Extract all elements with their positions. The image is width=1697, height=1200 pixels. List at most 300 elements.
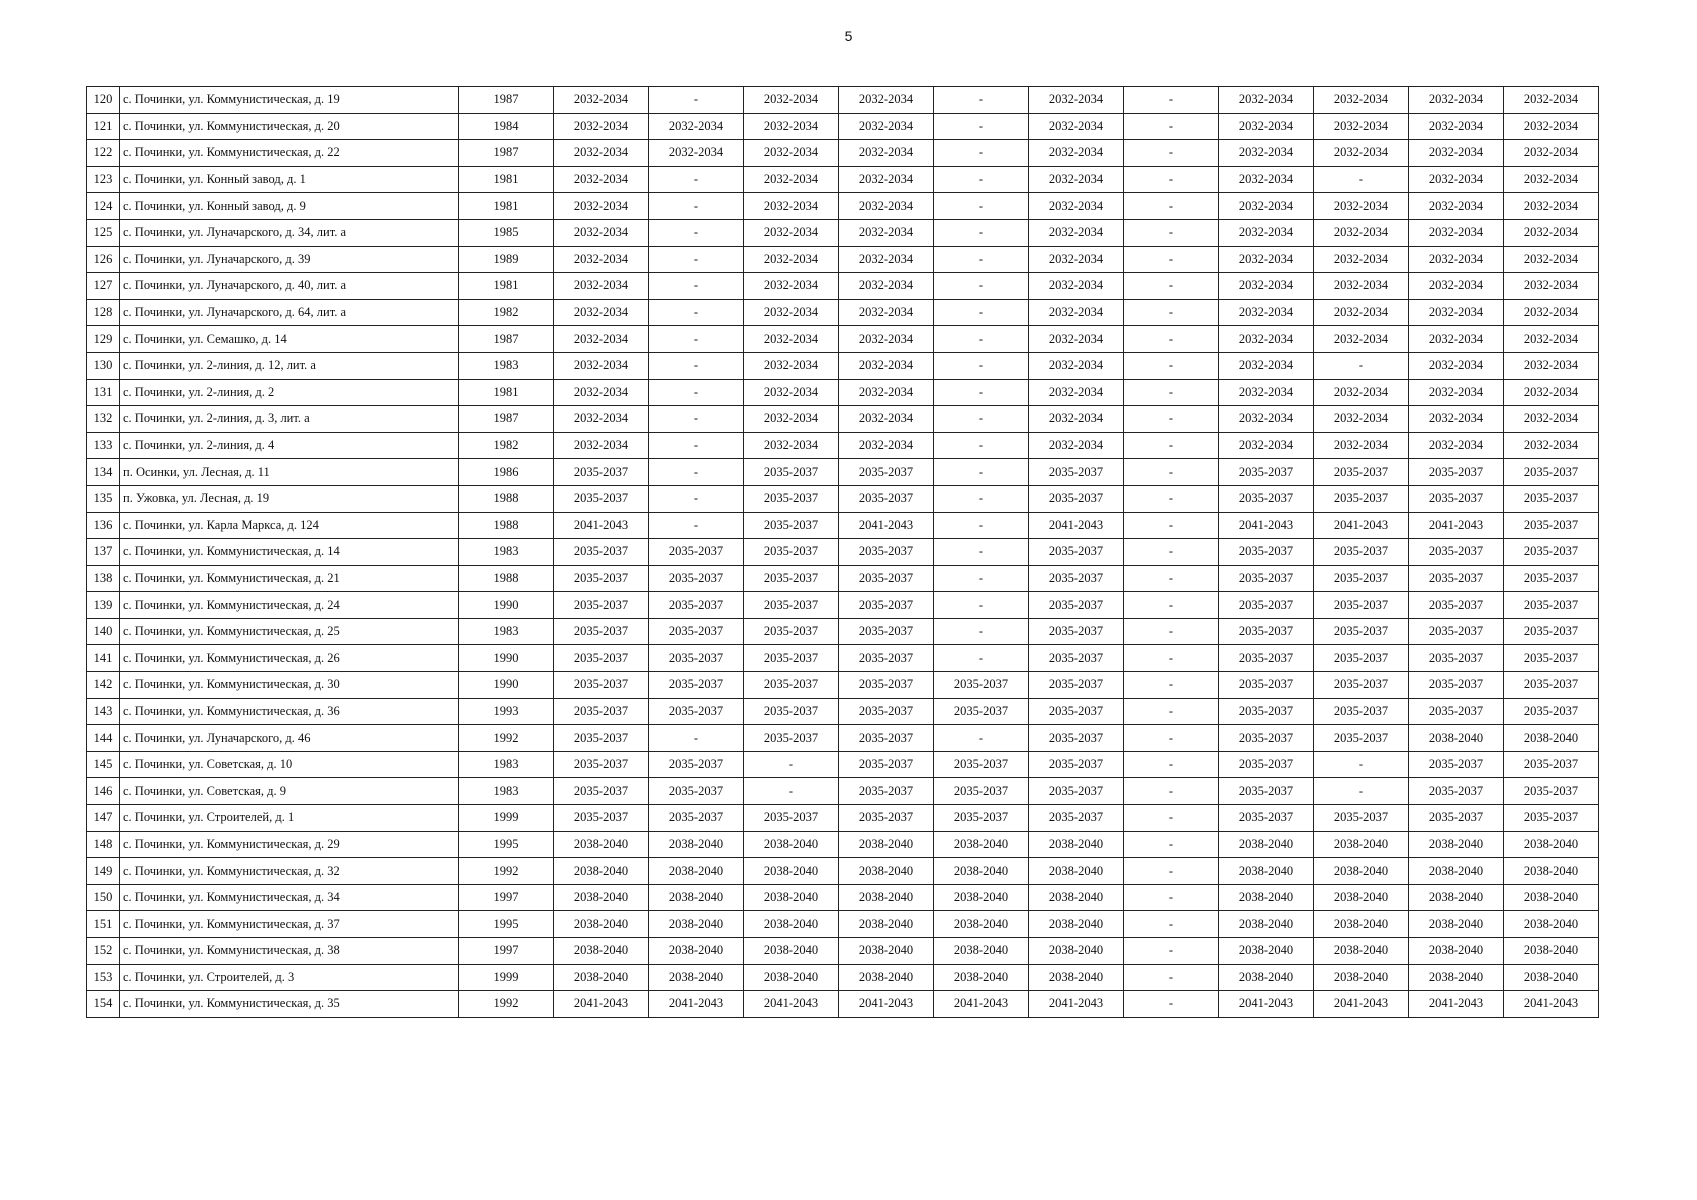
period-cell: 2032-2034 (1504, 352, 1599, 379)
period-cell: - (744, 778, 839, 805)
table-row (87, 379, 1599, 406)
period-cell: 2038-2040 (1504, 884, 1599, 911)
year-built-cell: 1997 (459, 938, 554, 965)
period-cell: - (649, 459, 744, 486)
period-cell: 2032-2034 (744, 246, 839, 273)
address-cell: с. Починки, ул. Конный завод, д. 9 (120, 193, 459, 220)
period-cell: 2038-2040 (554, 831, 649, 858)
address-cell: с. Починки, ул. Коммунистическая, д. 35 (120, 991, 459, 1018)
period-cell: - (1124, 113, 1219, 140)
period-cell: 2032-2034 (1504, 326, 1599, 353)
period-cell: - (934, 299, 1029, 326)
period-cell: 2035-2037 (1409, 592, 1504, 619)
period-cell: - (934, 166, 1029, 193)
period-cell: 2035-2037 (1029, 618, 1124, 645)
period-cell: 2041-2043 (554, 512, 649, 539)
period-cell: 2038-2040 (1219, 858, 1314, 885)
period-cell: 2038-2040 (554, 884, 649, 911)
period-cell: 2038-2040 (1409, 884, 1504, 911)
period-cell: 2032-2034 (839, 87, 934, 114)
period-cell: 2032-2034 (1409, 166, 1504, 193)
year-built-cell: 1981 (459, 166, 554, 193)
period-cell: 2038-2040 (1314, 858, 1409, 885)
period-cell: 2032-2034 (554, 379, 649, 406)
period-cell: - (934, 140, 1029, 167)
table-row (87, 326, 1599, 353)
period-cell: 2035-2037 (1409, 645, 1504, 672)
period-cell: 2035-2037 (554, 459, 649, 486)
period-cell: 2032-2034 (1029, 219, 1124, 246)
period-cell: 2041-2043 (1219, 512, 1314, 539)
address-cell: с. Починки, ул. Семашко, д. 14 (120, 326, 459, 353)
table-row (87, 884, 1599, 911)
period-cell: 2032-2034 (839, 273, 934, 300)
period-cell: 2035-2037 (554, 565, 649, 592)
period-cell: - (1124, 751, 1219, 778)
period-cell: 2035-2037 (839, 565, 934, 592)
period-cell: 2035-2037 (1219, 565, 1314, 592)
period-cell: 2038-2040 (1219, 964, 1314, 991)
period-cell: - (1314, 166, 1409, 193)
period-cell: 2038-2040 (649, 964, 744, 991)
period-cell: 2032-2034 (1504, 87, 1599, 114)
row-number-cell: 143 (87, 698, 120, 725)
table-row (87, 778, 1599, 805)
period-cell: 2035-2037 (1504, 805, 1599, 832)
period-cell: 2038-2040 (649, 831, 744, 858)
period-cell: 2032-2034 (554, 219, 649, 246)
period-cell: 2032-2034 (744, 113, 839, 140)
period-cell: 2032-2034 (1029, 87, 1124, 114)
period-cell: 2035-2037 (649, 592, 744, 619)
period-cell: 2038-2040 (554, 938, 649, 965)
address-cell: с. Починки, ул. Коммунистическая, д. 34 (120, 884, 459, 911)
period-cell: 2032-2034 (554, 273, 649, 300)
period-cell: 2035-2037 (554, 592, 649, 619)
address-cell: п. Осинки, ул. Лесная, д. 11 (120, 459, 459, 486)
period-cell: 2032-2034 (1504, 140, 1599, 167)
period-cell: - (1124, 778, 1219, 805)
period-cell: 2035-2037 (1504, 565, 1599, 592)
year-built-cell: 1985 (459, 219, 554, 246)
period-cell: 2038-2040 (744, 858, 839, 885)
period-cell: 2032-2034 (839, 406, 934, 433)
period-cell: 2041-2043 (1219, 991, 1314, 1018)
period-cell: 2035-2037 (1219, 539, 1314, 566)
period-cell: 2035-2037 (1314, 672, 1409, 699)
address-cell: с. Починки, ул. 2-линия, д. 3, лит. а (120, 406, 459, 433)
period-cell: 2038-2040 (744, 831, 839, 858)
period-cell: 2035-2037 (934, 698, 1029, 725)
period-cell: 2032-2034 (744, 273, 839, 300)
period-cell: 2032-2034 (1219, 352, 1314, 379)
address-cell: с. Починки, ул. Коммунистическая, д. 21 (120, 565, 459, 592)
period-cell: 2032-2034 (1314, 406, 1409, 433)
year-built-cell: 1993 (459, 698, 554, 725)
period-cell: - (934, 539, 1029, 566)
year-built-cell: 1999 (459, 964, 554, 991)
period-cell: 2035-2037 (744, 565, 839, 592)
table-row (87, 406, 1599, 433)
period-cell: 2035-2037 (1409, 698, 1504, 725)
period-cell: 2038-2040 (839, 938, 934, 965)
period-cell: - (934, 193, 1029, 220)
period-cell: 2035-2037 (1219, 698, 1314, 725)
year-built-cell: 1988 (459, 512, 554, 539)
period-cell: - (1124, 991, 1219, 1018)
period-cell: 2032-2034 (1409, 432, 1504, 459)
period-cell: 2032-2034 (649, 140, 744, 167)
period-cell: 2032-2034 (554, 352, 649, 379)
period-cell: 2038-2040 (1504, 858, 1599, 885)
year-built-cell: 1990 (459, 592, 554, 619)
table-row (87, 938, 1599, 965)
period-cell: - (649, 246, 744, 273)
address-cell: с. Починки, ул. Строителей, д. 3 (120, 964, 459, 991)
period-cell: - (1124, 193, 1219, 220)
row-number-cell: 150 (87, 884, 120, 911)
period-cell: 2032-2034 (1219, 140, 1314, 167)
period-cell: 2041-2043 (839, 991, 934, 1018)
year-built-cell: 1990 (459, 645, 554, 672)
row-number-cell: 128 (87, 299, 120, 326)
period-cell: - (1124, 645, 1219, 672)
period-cell: 2032-2034 (1314, 87, 1409, 114)
address-cell: с. Починки, ул. Луначарского, д. 64, лит. а (120, 299, 459, 326)
period-cell: 2038-2040 (554, 911, 649, 938)
period-cell: - (934, 645, 1029, 672)
period-cell: 2035-2037 (839, 778, 934, 805)
row-number-cell: 152 (87, 938, 120, 965)
row-number-cell: 144 (87, 725, 120, 752)
period-cell: 2035-2037 (1314, 459, 1409, 486)
row-number-cell: 137 (87, 539, 120, 566)
period-cell: - (1124, 618, 1219, 645)
period-cell: 2038-2040 (1029, 964, 1124, 991)
period-cell: 2032-2034 (1504, 432, 1599, 459)
year-built-cell: 1987 (459, 326, 554, 353)
period-cell: 2032-2034 (744, 326, 839, 353)
table-row (87, 246, 1599, 273)
period-cell: - (1124, 246, 1219, 273)
period-cell: 2041-2043 (1029, 512, 1124, 539)
period-cell: - (934, 352, 1029, 379)
period-cell: 2035-2037 (1504, 778, 1599, 805)
period-cell: 2035-2037 (554, 539, 649, 566)
table-row (87, 672, 1599, 699)
row-number-cell: 145 (87, 751, 120, 778)
address-cell: с. Починки, ул. 2-линия, д. 4 (120, 432, 459, 459)
period-cell: - (1124, 672, 1219, 699)
period-cell: 2038-2040 (839, 831, 934, 858)
period-cell: 2032-2034 (1504, 166, 1599, 193)
period-cell: 2032-2034 (839, 326, 934, 353)
table-row (87, 219, 1599, 246)
period-cell: - (649, 87, 744, 114)
period-cell: 2038-2040 (839, 858, 934, 885)
period-cell: 2038-2040 (744, 911, 839, 938)
period-cell: 2035-2037 (744, 618, 839, 645)
address-cell: с. Починки, ул. Строителей, д. 1 (120, 805, 459, 832)
period-cell: 2038-2040 (1314, 964, 1409, 991)
period-cell: 2032-2034 (1029, 113, 1124, 140)
table-row (87, 805, 1599, 832)
period-cell: 2035-2037 (649, 778, 744, 805)
period-cell: 2032-2034 (1029, 193, 1124, 220)
row-number-cell: 126 (87, 246, 120, 273)
row-number-cell: 154 (87, 991, 120, 1018)
period-cell: 2035-2037 (1029, 672, 1124, 699)
year-built-cell: 1987 (459, 406, 554, 433)
address-cell: с. Починки, ул. Карла Маркса, д. 124 (120, 512, 459, 539)
period-cell: 2032-2034 (554, 193, 649, 220)
period-cell: 2032-2034 (1504, 113, 1599, 140)
period-cell: - (934, 246, 1029, 273)
table-row (87, 751, 1599, 778)
address-cell: с. Починки, ул. Коммунистическая, д. 24 (120, 592, 459, 619)
period-cell: 2032-2034 (839, 193, 934, 220)
period-cell: 2035-2037 (1314, 698, 1409, 725)
period-cell: 2035-2037 (1504, 485, 1599, 512)
period-cell: - (649, 273, 744, 300)
period-cell: 2032-2034 (1409, 406, 1504, 433)
period-cell: 2038-2040 (1314, 911, 1409, 938)
period-cell: - (649, 219, 744, 246)
period-cell: 2035-2037 (1219, 645, 1314, 672)
period-cell: 2032-2034 (554, 87, 649, 114)
address-cell: с. Починки, ул. Коммунистическая, д. 20 (120, 113, 459, 140)
period-cell: 2032-2034 (1409, 379, 1504, 406)
period-cell: 2038-2040 (1409, 831, 1504, 858)
period-cell: 2035-2037 (649, 805, 744, 832)
year-built-cell: 1986 (459, 459, 554, 486)
year-built-cell: 1988 (459, 565, 554, 592)
period-cell: 2035-2037 (744, 512, 839, 539)
table-row (87, 645, 1599, 672)
address-cell: с. Починки, ул. Коммунистическая, д. 29 (120, 831, 459, 858)
period-cell: - (934, 459, 1029, 486)
period-cell: 2032-2034 (1504, 299, 1599, 326)
year-built-cell: 1983 (459, 352, 554, 379)
period-cell: 2032-2034 (1409, 352, 1504, 379)
period-cell: 2035-2037 (554, 751, 649, 778)
period-cell: 2032-2034 (744, 352, 839, 379)
period-cell: 2035-2037 (1409, 805, 1504, 832)
period-cell: 2038-2040 (1504, 725, 1599, 752)
row-number-cell: 149 (87, 858, 120, 885)
period-cell: - (934, 592, 1029, 619)
period-cell: 2032-2034 (1314, 193, 1409, 220)
period-cell: 2032-2034 (1219, 299, 1314, 326)
period-cell: 2035-2037 (649, 618, 744, 645)
period-cell: - (649, 406, 744, 433)
period-cell: 2035-2037 (744, 539, 839, 566)
address-cell: с. Починки, ул. Луначарского, д. 46 (120, 725, 459, 752)
period-cell: - (1124, 858, 1219, 885)
period-cell: 2035-2037 (1029, 459, 1124, 486)
table-row (87, 113, 1599, 140)
address-cell: с. Починки, ул. Коммунистическая, д. 22 (120, 140, 459, 167)
row-number-cell: 131 (87, 379, 120, 406)
period-cell: - (1124, 140, 1219, 167)
period-cell: 2032-2034 (1029, 140, 1124, 167)
period-cell: 2041-2043 (1314, 512, 1409, 539)
period-cell: - (1124, 299, 1219, 326)
address-cell: п. Ужовка, ул. Лесная, д. 19 (120, 485, 459, 512)
period-cell: 2032-2034 (554, 406, 649, 433)
period-cell: - (1314, 352, 1409, 379)
period-cell: 2035-2037 (554, 485, 649, 512)
row-number-cell: 147 (87, 805, 120, 832)
period-cell: 2035-2037 (1219, 805, 1314, 832)
period-cell: 2038-2040 (1314, 884, 1409, 911)
period-cell: - (1124, 326, 1219, 353)
period-cell: 2032-2034 (1219, 113, 1314, 140)
period-cell: 2038-2040 (1314, 831, 1409, 858)
period-cell: 2038-2040 (839, 884, 934, 911)
period-cell: 2032-2034 (1219, 406, 1314, 433)
table-row (87, 273, 1599, 300)
year-built-cell: 1987 (459, 87, 554, 114)
table-row (87, 592, 1599, 619)
period-cell: - (649, 166, 744, 193)
period-cell: 2032-2034 (1029, 166, 1124, 193)
period-cell: - (744, 751, 839, 778)
period-cell: 2038-2040 (554, 858, 649, 885)
period-cell: 2038-2040 (1029, 911, 1124, 938)
address-cell: с. Починки, ул. 2-линия, д. 12, лит. а (120, 352, 459, 379)
row-number-cell: 121 (87, 113, 120, 140)
period-cell: 2032-2034 (1219, 273, 1314, 300)
period-cell: 2035-2037 (554, 672, 649, 699)
period-cell: 2035-2037 (1029, 485, 1124, 512)
period-cell: 2035-2037 (839, 725, 934, 752)
year-built-cell: 1984 (459, 113, 554, 140)
address-cell: с. Починки, ул. Коммунистическая, д. 32 (120, 858, 459, 885)
table-row (87, 964, 1599, 991)
period-cell: 2038-2040 (1409, 911, 1504, 938)
period-cell: - (649, 193, 744, 220)
period-cell: 2032-2034 (744, 299, 839, 326)
period-cell: 2041-2043 (839, 512, 934, 539)
table-row (87, 299, 1599, 326)
period-cell: 2035-2037 (744, 645, 839, 672)
period-cell: 2035-2037 (1219, 592, 1314, 619)
period-cell: 2032-2034 (839, 113, 934, 140)
year-built-cell: 1992 (459, 991, 554, 1018)
period-cell: 2035-2037 (839, 539, 934, 566)
period-cell: 2035-2037 (744, 805, 839, 832)
period-cell: 2032-2034 (1314, 113, 1409, 140)
period-cell: 2032-2034 (1029, 432, 1124, 459)
address-cell: с. Починки, ул. Советская, д. 9 (120, 778, 459, 805)
period-cell: 2032-2034 (1314, 219, 1409, 246)
address-cell: с. Починки, ул. Коммунистическая, д. 37 (120, 911, 459, 938)
table-row (87, 858, 1599, 885)
table-row (87, 831, 1599, 858)
period-cell: 2035-2037 (554, 805, 649, 832)
period-cell: 2038-2040 (1409, 725, 1504, 752)
period-cell: 2032-2034 (1314, 379, 1409, 406)
period-cell: 2035-2037 (1409, 672, 1504, 699)
period-cell: 2035-2037 (554, 618, 649, 645)
row-number-cell: 129 (87, 326, 120, 353)
period-cell: - (1124, 87, 1219, 114)
period-cell: - (1124, 219, 1219, 246)
period-cell: 2035-2037 (1504, 592, 1599, 619)
row-number-cell: 125 (87, 219, 120, 246)
row-number-cell: 135 (87, 485, 120, 512)
row-number-cell: 142 (87, 672, 120, 699)
period-cell: 2032-2034 (1409, 87, 1504, 114)
period-cell: 2035-2037 (1504, 459, 1599, 486)
period-cell: 2032-2034 (554, 166, 649, 193)
period-cell: 2035-2037 (1219, 618, 1314, 645)
period-cell: - (1124, 565, 1219, 592)
period-cell: - (934, 406, 1029, 433)
period-cell: - (1124, 459, 1219, 486)
period-cell: - (649, 432, 744, 459)
period-cell: 2035-2037 (1314, 645, 1409, 672)
period-cell: 2032-2034 (1409, 113, 1504, 140)
year-built-cell: 1982 (459, 432, 554, 459)
table-row (87, 432, 1599, 459)
period-cell: 2038-2040 (649, 858, 744, 885)
period-cell: 2032-2034 (1219, 379, 1314, 406)
period-cell: - (1124, 512, 1219, 539)
year-built-cell: 1997 (459, 884, 554, 911)
row-number-cell: 120 (87, 87, 120, 114)
period-cell: 2032-2034 (649, 113, 744, 140)
period-cell: 2035-2037 (1409, 459, 1504, 486)
period-cell: - (1124, 273, 1219, 300)
row-number-cell: 148 (87, 831, 120, 858)
table-row (87, 539, 1599, 566)
period-cell: - (934, 565, 1029, 592)
period-cell: 2035-2037 (744, 592, 839, 619)
row-number-cell: 140 (87, 618, 120, 645)
period-cell: 2032-2034 (1409, 246, 1504, 273)
year-built-cell: 1981 (459, 193, 554, 220)
period-cell: 2032-2034 (1029, 273, 1124, 300)
year-built-cell: 1983 (459, 539, 554, 566)
year-built-cell: 1990 (459, 672, 554, 699)
period-cell: 2032-2034 (1504, 246, 1599, 273)
table-row (87, 166, 1599, 193)
row-number-cell: 141 (87, 645, 120, 672)
period-cell: 2038-2040 (934, 858, 1029, 885)
period-cell: 2032-2034 (1314, 273, 1409, 300)
row-number-cell: 151 (87, 911, 120, 938)
row-number-cell: 139 (87, 592, 120, 619)
period-cell: 2038-2040 (1504, 831, 1599, 858)
period-cell: 2032-2034 (1314, 246, 1409, 273)
year-built-cell: 1983 (459, 778, 554, 805)
period-cell: 2035-2037 (839, 698, 934, 725)
period-cell: 2035-2037 (649, 672, 744, 699)
period-cell: 2038-2040 (839, 911, 934, 938)
period-cell: 2032-2034 (1314, 140, 1409, 167)
period-cell: - (1314, 751, 1409, 778)
period-cell: - (649, 299, 744, 326)
period-cell: 2035-2037 (839, 459, 934, 486)
period-cell: - (1124, 805, 1219, 832)
period-cell: 2035-2037 (1504, 751, 1599, 778)
year-built-cell: 1982 (459, 299, 554, 326)
period-cell: 2032-2034 (1314, 299, 1409, 326)
period-cell: 2035-2037 (649, 539, 744, 566)
period-cell: 2038-2040 (1029, 858, 1124, 885)
